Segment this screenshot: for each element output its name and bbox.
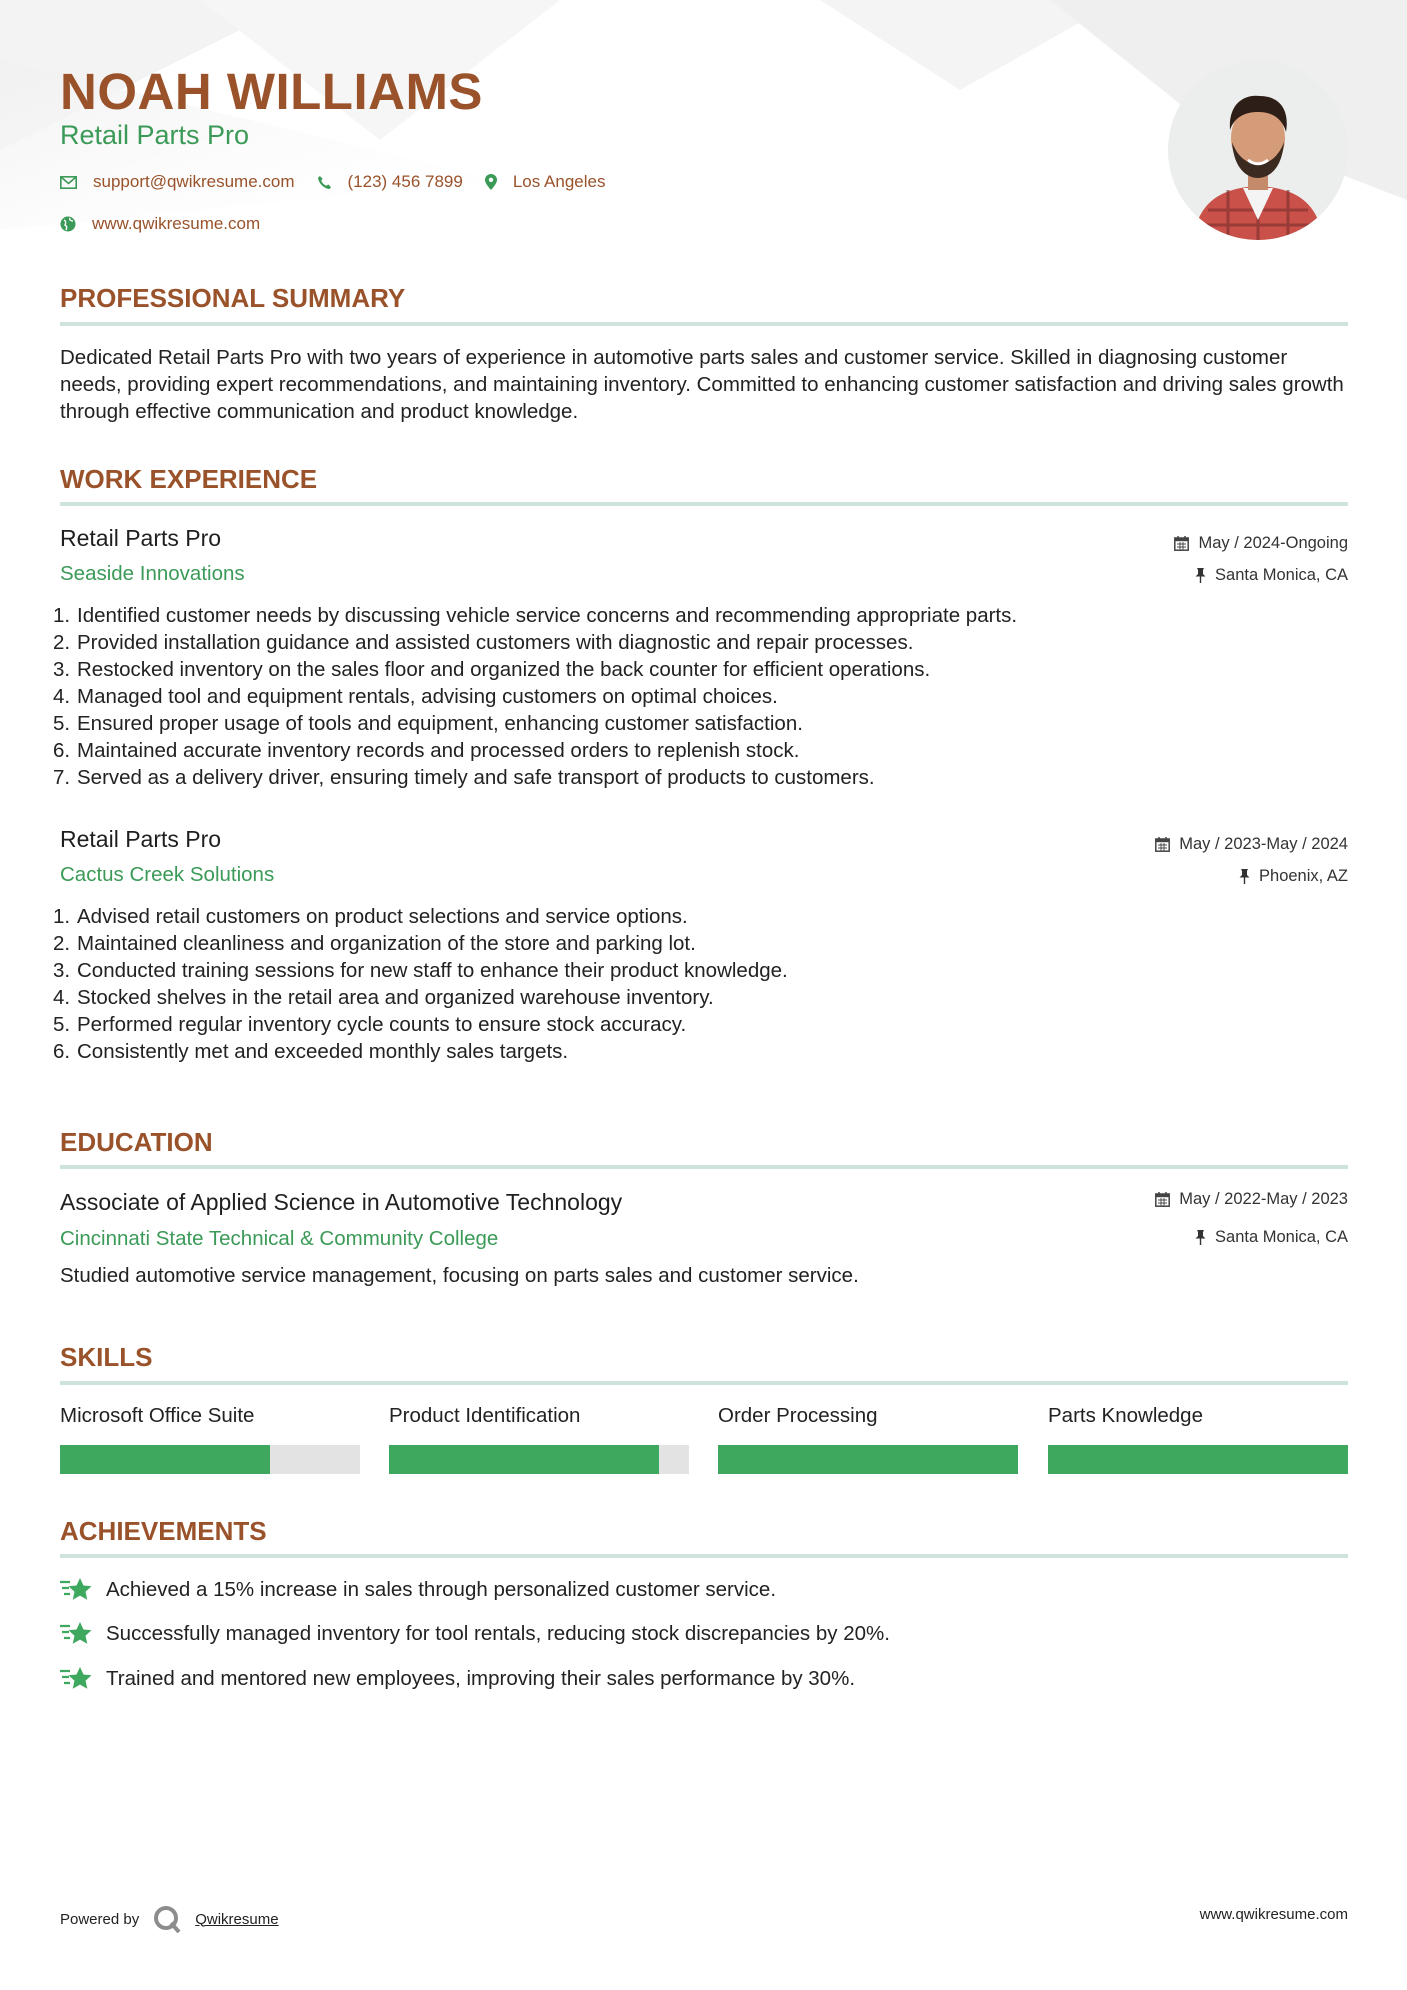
envelope-icon [60,176,77,189]
powered-by-text: Powered by [60,1910,140,1928]
star-icon [60,1577,92,1603]
job-2-location-text: Phoenix, AZ [1259,867,1348,885]
candidate-title: Retail Parts Pro [60,120,250,150]
calendar-icon [1174,536,1189,551]
job-1-company: Seaside Innovations [60,562,245,585]
phone-icon [317,175,332,190]
education-location [1195,1226,1348,1248]
job-1-location [1195,564,1348,586]
job-2-bullets [53,903,788,1065]
achievement-item [60,1621,890,1647]
list-item: 1. Identified customer needs by discussing vehicle service concerns and recommending appropriate parts. [53,604,1018,627]
footer-website[interactable]: www.qwikresume.com [1199,1906,1348,1923]
contact-row-2 [60,214,282,234]
website-text: www.qwikresume.com [92,214,261,233]
job-1-bullets [53,602,1017,791]
phone-text: (123) 456 7899 [347,172,463,191]
skill-bar-fill [60,1445,270,1474]
education-dates [1155,1188,1348,1210]
achievements-heading: ACHIEVEMENTS [60,1516,267,1546]
avatar-illustration [1168,60,1348,240]
calendar-icon [1155,1192,1170,1207]
list-item: 7. Served as a delivery driver, ensuring timely and safe transport of products to customers. [53,766,875,789]
skill-label: Product Identification [389,1404,581,1427]
list-item: 2. Maintained cleanliness and organization of the store and parking lot. [53,932,696,955]
education-school: Cincinnati State Technical & Community College [60,1227,499,1250]
job-1-title: Retail Parts Pro [60,525,222,551]
globe-icon [60,216,76,232]
skill-bar-fill [718,1445,1018,1474]
achievement-text: Successfully managed inventory for tool rentals, reducing stock discrepancies by 20%. [106,1622,890,1645]
map-pin-icon [485,174,497,190]
job-2-location [1239,865,1348,887]
education-divider [60,1165,1348,1169]
website-item[interactable] [60,214,260,234]
job-2-dates-text: May / 2023-May / 2024 [1179,835,1348,853]
skill-item [60,1403,360,1474]
skill-label: Order Processing [718,1404,878,1427]
qwikresume-logo-icon [153,1905,183,1933]
job-1-dates [1174,532,1348,554]
contact-row-1 [60,172,627,192]
skill-bar-fill [389,1445,659,1474]
candidate-name: NOAH WILLIAMS [60,63,483,120]
job-1-location-text: Santa Monica, CA [1215,566,1348,584]
skill-bar [60,1445,360,1474]
phone-item[interactable] [317,172,463,192]
skill-bar [718,1445,1018,1474]
summary-heading: PROFESSIONAL SUMMARY [60,283,406,313]
pushpin-icon [1195,1230,1206,1245]
pushpin-icon [1239,869,1250,884]
education-dates-text: May / 2022-May / 2023 [1179,1190,1348,1208]
email-item[interactable] [60,172,295,192]
star-icon [60,1666,92,1692]
skills-divider [60,1381,1348,1385]
skill-bar [389,1445,689,1474]
footer-powered-by [60,1905,279,1933]
list-item: 3. Restocked inventory on the sales floor and organized the back counter for efficient operations. [53,658,931,681]
skill-item [1048,1403,1348,1474]
education-description: Studied automotive service management, focusing on parts sales and customer service. [60,1264,859,1287]
summary-divider [60,322,1348,326]
achievement-item [60,1666,855,1692]
skill-bar-fill [1048,1445,1348,1474]
experience-heading: WORK EXPERIENCE [60,464,318,494]
achievement-text: Trained and mentored new employees, improving their sales performance by 30%. [106,1667,856,1690]
qwikresume-link[interactable]: Qwikresume [195,1910,279,1928]
education-degree: Associate of Applied Science in Automotive Technology [60,1189,623,1215]
profile-photo [1168,60,1348,240]
list-item: 4. Managed tool and equipment rentals, advising customers on optimal choices. [53,685,778,708]
list-item: 5. Performed regular inventory cycle counts to ensure stock accuracy. [53,1013,687,1036]
education-location-text: Santa Monica, CA [1215,1228,1348,1246]
job-2-company: Cactus Creek Solutions [60,863,275,886]
skill-item [718,1403,1018,1474]
experience-divider [60,502,1348,506]
email-text: support@qwikresume.com [93,172,295,191]
summary-text: Dedicated Retail Parts Pro with two years of experience in automotive parts sales and customer service. Skilled in diagnosing customer needs, providing expert recommendations, and maintaining inventory. Committed to enhancing customer satisfaction and driving sales growth through effective communication and product knowledge. [60,346,1344,423]
education-heading: EDUCATION [60,1127,213,1157]
location-text: Los Angeles [512,172,606,191]
list-item: 3. Conducted training sessions for new staff to enhance their product knowledge. [53,959,788,982]
skill-item [389,1403,689,1474]
list-item: 6. Maintained accurate inventory records and processed orders to replenish stock. [53,739,800,762]
achievement-text: Achieved a 15% increase in sales through personalized customer service. [106,1578,777,1601]
achievements-divider [60,1554,1348,1558]
skills-heading: SKILLS [60,1342,153,1372]
skill-bar [1048,1445,1348,1474]
list-item: 4. Stocked shelves in the retail area and organized warehouse inventory. [53,986,714,1009]
location-item [485,172,606,192]
list-item: 5. Ensured proper usage of tools and equipment, enhancing customer satisfaction. [53,712,803,735]
job-2-dates [1155,833,1348,855]
calendar-icon [1155,837,1170,852]
job-1-dates-text: May / 2024-Ongoing [1198,534,1348,552]
skill-label: Parts Knowledge [1048,1404,1203,1427]
star-icon [60,1621,92,1647]
pushpin-icon [1195,568,1206,583]
job-2-title: Retail Parts Pro [60,826,222,852]
achievement-item [60,1577,776,1603]
skill-label: Microsoft Office Suite [60,1404,255,1427]
list-item: 1. Advised retail customers on product selections and service options. [53,905,688,928]
list-item: 2. Provided installation guidance and assisted customers with diagnostic and repair processes. [53,631,914,654]
list-item: 6. Consistently met and exceeded monthly sales targets. [53,1040,569,1063]
